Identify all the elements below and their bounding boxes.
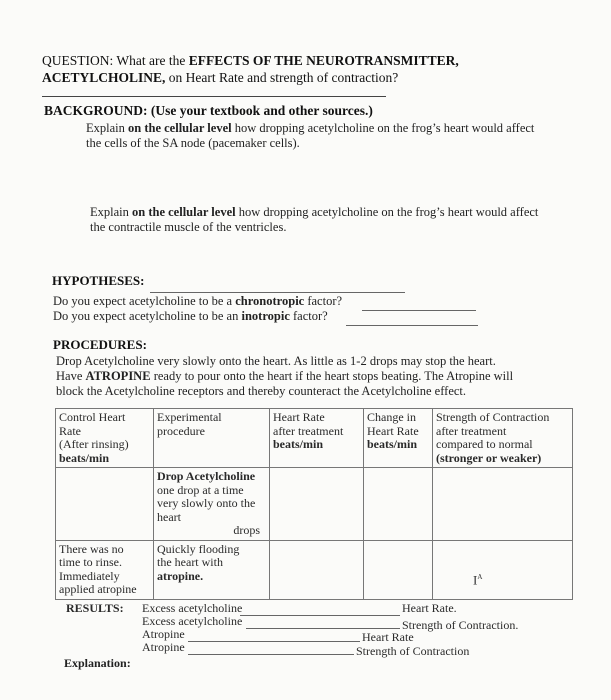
- header-rate-after: [270, 409, 364, 468]
- bg-p1-post: how dropping acetylcholine on the frog’s heart would affect: [234, 121, 535, 135]
- hyp1-pre: Do you expect acetylcholine to be a: [53, 294, 233, 308]
- r2-proc-l2: the heart with: [157, 555, 223, 569]
- background-prompt-2: [90, 205, 538, 235]
- r2-proc-l3: atropine.: [157, 568, 204, 583]
- h3-l2: after treatment: [273, 423, 344, 438]
- result-2-answer-line[interactable]: [246, 628, 400, 629]
- procedures-text: [56, 354, 513, 399]
- bg-p1-bold: on the cellular level: [128, 121, 232, 135]
- header-change: [364, 409, 433, 468]
- r1-proc-drops: drops: [233, 523, 260, 537]
- bg-p2-pre: Explain: [90, 205, 129, 219]
- r1-proc-l4: heart: [157, 509, 181, 524]
- cell-row1-control[interactable]: [56, 468, 154, 541]
- hypotheses-title-underline: [150, 292, 405, 293]
- bg-p2-line2: the contractile muscle of the ventricles.: [90, 220, 287, 234]
- r2-ctrl-l4: applied atropine: [59, 582, 137, 596]
- r1-proc-bold: Drop Acetylcholine: [157, 469, 256, 483]
- h5-l4: (stronger or weaker): [436, 450, 542, 465]
- cell-row1-change[interactable]: [364, 468, 433, 541]
- table-row: [56, 468, 573, 541]
- proc-line2-bold: ATROPINE: [85, 369, 151, 383]
- result-2-right: Strength of Contraction.: [402, 618, 519, 632]
- hyp2-bold: inotropic: [241, 309, 290, 323]
- h1-l2: Rate: [59, 423, 81, 438]
- background-prompt-1: [86, 121, 534, 151]
- h1-l4: beats/min: [59, 450, 110, 465]
- explanation-label: Explanation:: [64, 656, 131, 670]
- bg-p1-pre: Explain: [86, 121, 125, 135]
- procedures-title: PROCEDURES:: [53, 337, 147, 352]
- result-3-right: Heart Rate: [362, 630, 414, 644]
- hypothesis-2-answer-line[interactable]: [346, 325, 478, 326]
- cell-row2-procedure: [154, 540, 270, 599]
- h2-l2: procedure: [157, 423, 205, 438]
- results-label: RESULTS:: [66, 601, 124, 615]
- h4-l2: Heart Rate: [367, 423, 419, 438]
- cell-row2-change[interactable]: [364, 540, 433, 599]
- text-cursor-icon: $I^A$: [473, 571, 483, 587]
- r2-ctrl-l1: There was no: [59, 541, 124, 556]
- h5-l2: after treatment: [436, 423, 507, 438]
- header-control-rate: [56, 409, 154, 468]
- bg-p2-post: how dropping acetylcholine on the frog’s heart would affect: [238, 205, 539, 219]
- r2-proc-l1: Quickly flooding: [157, 541, 240, 556]
- question-text-pre: What are the: [116, 53, 186, 68]
- cell-row2-strength[interactable]: [433, 540, 573, 599]
- cell-row1-strength[interactable]: [433, 468, 573, 541]
- r1-proc-l2: one drop at a time: [157, 482, 244, 497]
- question-bold: EFFECTS OF THE NEUROTRANSMITTER,: [188, 53, 459, 68]
- h1-l3: (After rinsing): [59, 437, 129, 451]
- background-title: BACKGROUND: (Use your textbook and other sources.): [44, 103, 373, 118]
- hyp2-post: factor?: [293, 309, 328, 323]
- question-text-post: on Heart Rate and strength of contraction?: [168, 70, 399, 85]
- header-strength: [433, 409, 573, 468]
- cell-row2-control: [56, 540, 154, 599]
- r1-proc-l3: very slowly onto the: [157, 496, 256, 510]
- table-row: [56, 540, 573, 599]
- bg-p1-line2: the cells of the SA node (pacemaker cells).: [86, 136, 300, 150]
- cell-row1-procedure: [154, 468, 270, 541]
- r2-ctrl-l2: time to rinse.: [59, 555, 122, 569]
- question-label: QUESTION:: [42, 53, 114, 68]
- result-3-left: Atropine: [142, 627, 185, 641]
- hypothesis-1-answer-line[interactable]: [362, 310, 476, 311]
- h4-l3: beats/min: [367, 437, 418, 451]
- header-experimental: [154, 409, 270, 468]
- result-2-left: Excess acetylcholine: [142, 614, 243, 628]
- result-1-left: Excess acetylcholine: [142, 601, 243, 615]
- result-4-left: Atropine: [142, 640, 185, 654]
- cell-row1-rate-after[interactable]: [270, 468, 364, 541]
- hyp2-pre: Do you expect acetylcholine to be an: [53, 309, 239, 323]
- h5-l1: Strength of Contraction: [436, 410, 550, 424]
- hyp1-bold: chronotropic: [235, 294, 305, 308]
- question: [42, 52, 459, 86]
- proc-line2-pre: Have: [56, 369, 83, 383]
- h2-l1: Experimental: [157, 410, 222, 424]
- result-1-right: Heart Rate.: [402, 601, 457, 615]
- h3-l1: Heart Rate: [273, 410, 325, 424]
- question-bold-2: ACETYLCHOLINE,: [42, 70, 166, 85]
- result-1-answer-line[interactable]: [240, 615, 400, 616]
- hyp1-post: factor?: [307, 294, 343, 308]
- proc-line-3: block the Acetylcholine receptors and thereby counteract the Acetylcholine effect.: [56, 384, 467, 398]
- hypotheses-title: HYPOTHESES:: [52, 273, 145, 288]
- data-table: [55, 408, 573, 600]
- h1-l1: Control Heart: [59, 410, 126, 424]
- cell-row2-rate-after[interactable]: [270, 540, 364, 599]
- proc-line2-post: ready to pour onto the heart if the heart stops beating. The Atropine will: [153, 369, 514, 383]
- hypothesis-2: [53, 309, 328, 324]
- r2-ctrl-l3: Immediately: [59, 568, 120, 583]
- result-4-right: Strength of Contraction: [356, 644, 470, 658]
- background-divider: [42, 96, 386, 97]
- h4-l1: Change in: [367, 410, 416, 424]
- result-4-answer-line[interactable]: [188, 654, 354, 655]
- bg-p2-bold: on the cellular level: [132, 205, 236, 219]
- hypothesis-1: [53, 294, 342, 309]
- proc-line-1: Drop Acetylcholine very slowly onto the heart. As little as 1-2 drops may stop the heart.: [56, 354, 496, 368]
- h3-l3: beats/min: [273, 437, 324, 451]
- result-3-answer-line[interactable]: [188, 641, 360, 642]
- table-header-row: [56, 409, 573, 468]
- h5-l3: compared to normal: [436, 437, 533, 451]
